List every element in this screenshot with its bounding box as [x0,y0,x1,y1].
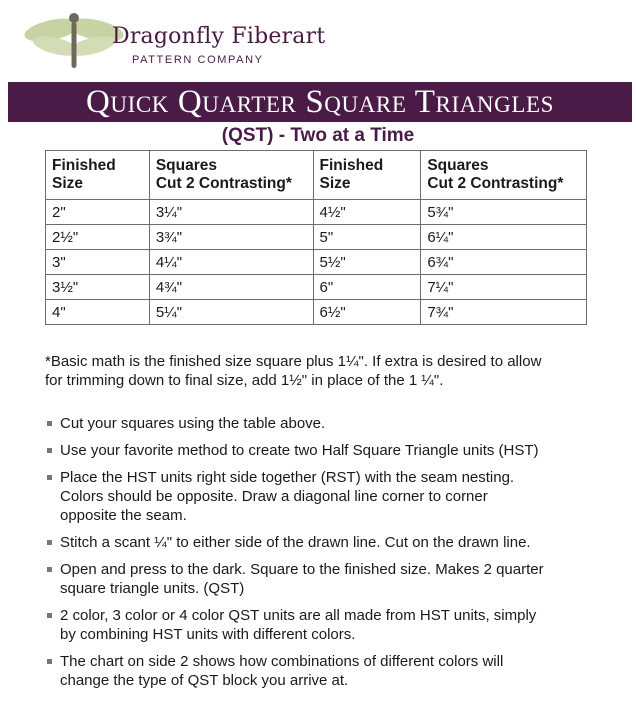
bullet-icon [47,613,52,618]
list-item: Use your favorite method to create two Half Square Triangle units (HST) [45,441,605,460]
table-cell: 6¾" [421,250,587,275]
table-cell: 5" [313,225,421,250]
table-cell: 3¾" [149,225,313,250]
table-cell: 5¾" [421,200,587,225]
table-cell: 6½" [313,300,421,325]
table-cell: 6" [313,275,421,300]
table-cell: 3" [46,250,150,275]
bullet-icon [47,448,52,453]
table-cell: 4½" [313,200,421,225]
footnote [45,352,605,390]
cutting-table [45,150,587,325]
bullet-icon [47,659,52,664]
instruction-list [45,414,605,698]
table-cell: 5¼" [149,300,313,325]
table-row [46,300,587,325]
table-cell: 5½" [313,250,421,275]
table-row [46,250,587,275]
table-row [46,200,587,225]
header-squares-cut: Squares Cut 2 Contrasting* [149,151,313,200]
brand-name: Dragonfly Fiberart [112,24,326,49]
title-banner [8,82,632,122]
footnote-line: for trimming down to final size, add 1½" in place of the 1 ¼". [45,372,444,389]
table-cell: 4¼" [149,250,313,275]
footnote-line: *Basic math is the finished size square plus 1¼". If extra is desired to allow [45,353,542,370]
table-cell: 4" [46,300,150,325]
table-cell: 7¾" [421,300,587,325]
list-item: Cut your squares using the table above. [45,414,605,433]
table-row [46,275,587,300]
bullet-icon [47,421,52,426]
page-title: Quick Quarter Square Triangles [85,84,555,120]
list-item: 2 color, 3 color or 4 color QST units are all made from HST units, simply by combining HST units with different colors. [45,606,605,644]
table-cell: 3¼" [149,200,313,225]
list-item: Stitch a scant ¼" to either side of the drawn line. Cut on the drawn line. [45,533,605,552]
bullet-icon [47,567,52,572]
table-cell: 6¼" [421,225,587,250]
table-cell: 2" [46,200,150,225]
header-finished-size: Finished Size [46,151,150,200]
table-cell: 2½" [46,225,150,250]
header [0,0,636,82]
list-item: Place the HST units right side together (RST) with the seam nesting. Colors should be opposite. Draw a diagonal line corner to corner opposite the seam. [45,468,605,525]
list-item: Open and press to the dark. Square to the finished size. Makes 2 quarter square triangle units. (QST) [45,560,605,598]
header-finished-size: Finished Size [313,151,421,200]
brand-subtitle: PATTERN COMPANY [132,54,264,66]
page-subtitle: (QST) - Two at a Time [221,125,415,146]
bullet-icon [47,475,52,480]
header-squares-cut: Squares Cut 2 Contrasting* [421,151,587,200]
table-row [46,225,587,250]
table-cell: 4¾" [149,275,313,300]
bullet-icon [47,540,52,545]
list-item: The chart on side 2 shows how combinations of different colors will change the type of QST block you arrive at. [45,652,605,690]
table-cell: 7¼" [421,275,587,300]
table-header-row [46,151,587,200]
table-cell: 3½" [46,275,150,300]
